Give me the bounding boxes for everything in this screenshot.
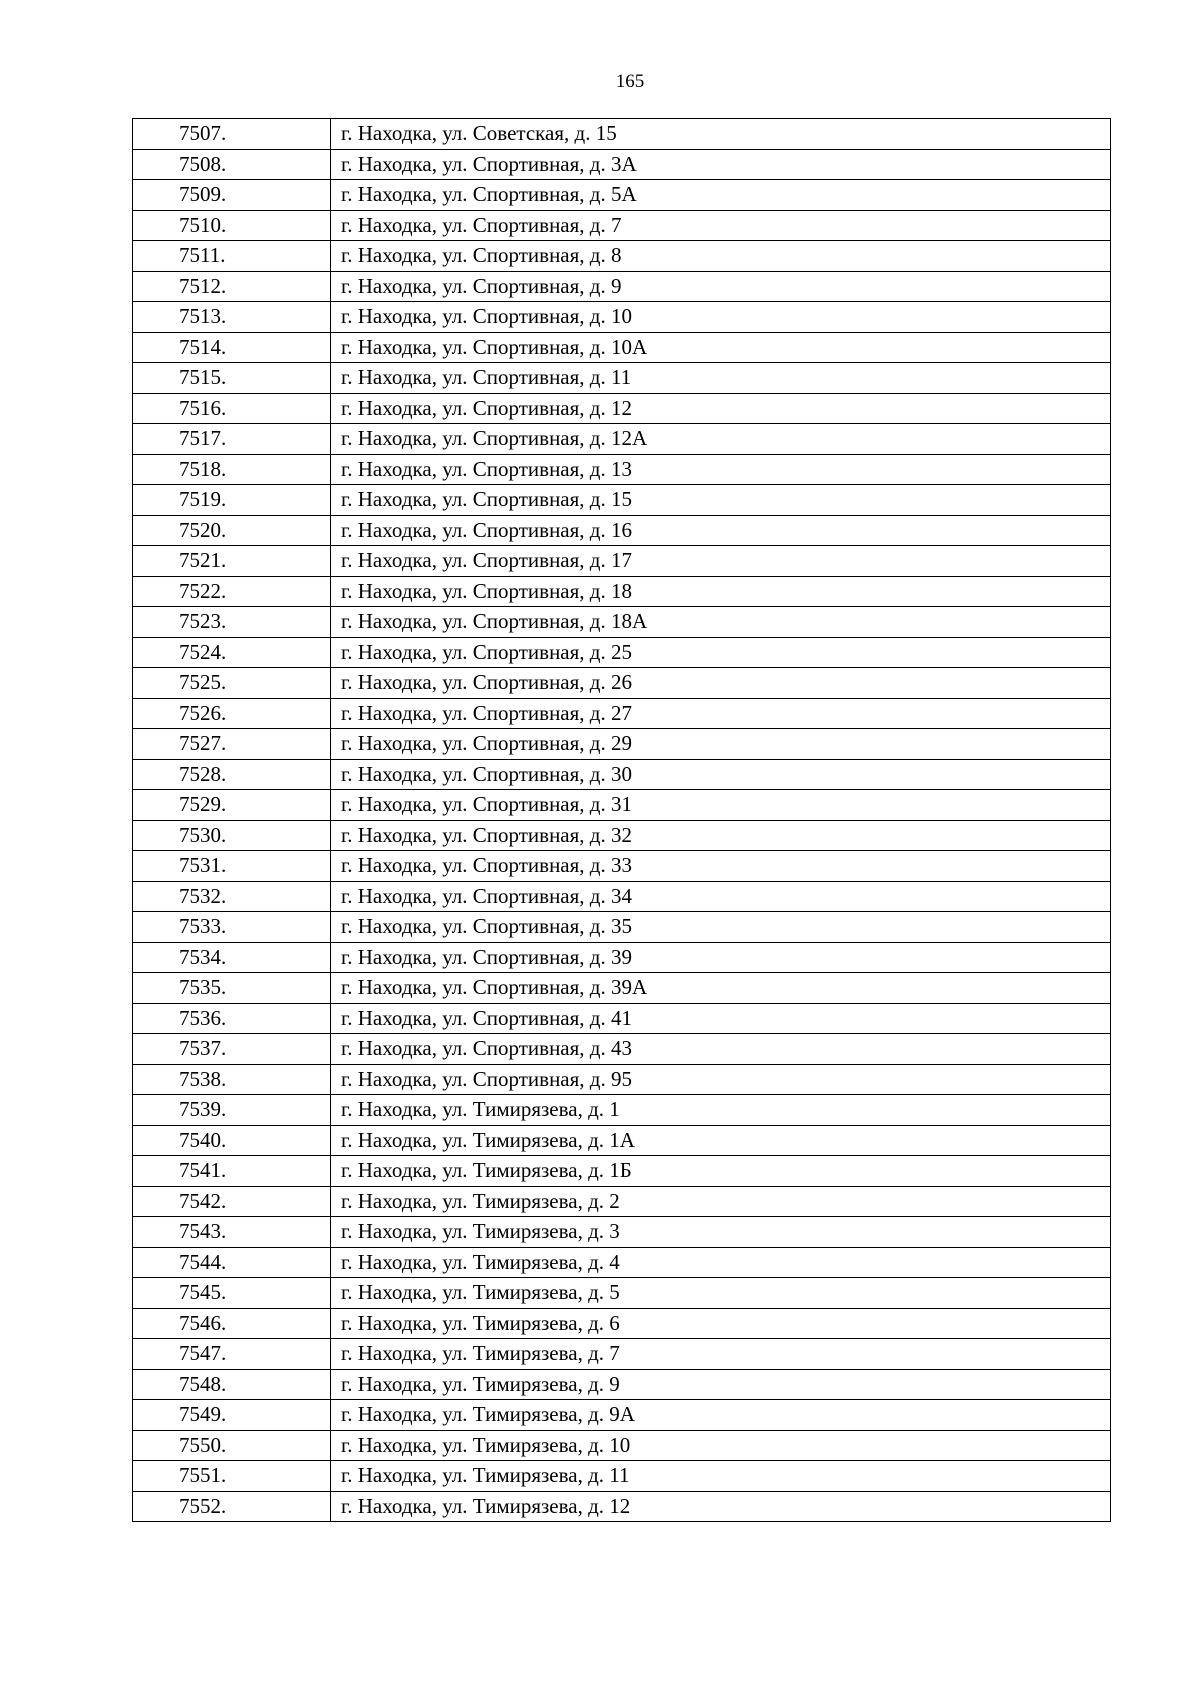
table-row (133, 729, 1111, 760)
row-number-cell: 7540. (133, 1125, 331, 1156)
row-number-cell: 7523. (133, 607, 331, 638)
table-row (133, 1369, 1111, 1400)
address-cell: г. Находка, ул. Спортивная, д. 25 (331, 637, 1111, 668)
row-number-cell: 7541. (133, 1156, 331, 1187)
row-number-cell: 7514. (133, 332, 331, 363)
row-number-cell: 7518. (133, 454, 331, 485)
row-number-cell: 7536. (133, 1003, 331, 1034)
row-number-cell: 7547. (133, 1339, 331, 1370)
address-cell: г. Находка, ул. Спортивная, д. 26 (331, 668, 1111, 699)
row-number-cell: 7532. (133, 881, 331, 912)
row-number-cell: 7509. (133, 180, 331, 211)
address-cell: г. Находка, ул. Тимирязева, д. 1 (331, 1095, 1111, 1126)
table-row (133, 668, 1111, 699)
table-row (133, 942, 1111, 973)
address-cell: г. Находка, ул. Спортивная, д. 27 (331, 698, 1111, 729)
table-row (133, 149, 1111, 180)
row-number-cell: 7542. (133, 1186, 331, 1217)
address-cell: г. Находка, ул. Тимирязева, д. 6 (331, 1308, 1111, 1339)
address-cell: г. Находка, ул. Спортивная, д. 12А (331, 424, 1111, 455)
address-table (132, 118, 1111, 1522)
table-row (133, 119, 1111, 150)
table-row (133, 1400, 1111, 1431)
table-row (133, 1461, 1111, 1492)
address-cell: г. Находка, ул. Спортивная, д. 30 (331, 759, 1111, 790)
table-row (133, 1339, 1111, 1370)
table-row (133, 210, 1111, 241)
address-cell: г. Находка, ул. Спортивная, д. 10 (331, 302, 1111, 333)
row-number-cell: 7529. (133, 790, 331, 821)
table-row (133, 546, 1111, 577)
address-cell: г. Находка, ул. Советская, д. 15 (331, 119, 1111, 150)
address-cell: г. Находка, ул. Спортивная, д. 17 (331, 546, 1111, 577)
row-number-cell: 7552. (133, 1491, 331, 1522)
address-cell: г. Находка, ул. Тимирязева, д. 7 (331, 1339, 1111, 1370)
row-number-cell: 7548. (133, 1369, 331, 1400)
address-cell: г. Находка, ул. Спортивная, д. 39А (331, 973, 1111, 1004)
address-cell: г. Находка, ул. Спортивная, д. 29 (331, 729, 1111, 760)
address-cell: г. Находка, ул. Тимирязева, д. 2 (331, 1186, 1111, 1217)
row-number-cell: 7508. (133, 149, 331, 180)
table-row (133, 393, 1111, 424)
table-row (133, 851, 1111, 882)
address-cell: г. Находка, ул. Тимирязева, д. 11 (331, 1461, 1111, 1492)
row-number-cell: 7533. (133, 912, 331, 943)
row-number-cell: 7546. (133, 1308, 331, 1339)
table-row (133, 332, 1111, 363)
row-number-cell: 7515. (133, 363, 331, 394)
address-cell: г. Находка, ул. Спортивная, д. 35 (331, 912, 1111, 943)
row-number-cell: 7537. (133, 1034, 331, 1065)
table-row (133, 973, 1111, 1004)
address-cell: г. Находка, ул. Спортивная, д. 15 (331, 485, 1111, 516)
address-cell: г. Находка, ул. Спортивная, д. 31 (331, 790, 1111, 821)
row-number-cell: 7510. (133, 210, 331, 241)
row-number-cell: 7522. (133, 576, 331, 607)
address-cell: г. Находка, ул. Тимирязева, д. 9 (331, 1369, 1111, 1400)
address-cell: г. Находка, ул. Спортивная, д. 8 (331, 241, 1111, 272)
row-number-cell: 7535. (133, 973, 331, 1004)
address-cell: г. Находка, ул. Тимирязева, д. 4 (331, 1247, 1111, 1278)
address-cell: г. Находка, ул. Спортивная, д. 33 (331, 851, 1111, 882)
address-cell: г. Находка, ул. Спортивная, д. 18А (331, 607, 1111, 638)
table-row (133, 1064, 1111, 1095)
table-row (133, 637, 1111, 668)
row-number-cell: 7516. (133, 393, 331, 424)
address-cell: г. Находка, ул. Спортивная, д. 18 (331, 576, 1111, 607)
table-row (133, 698, 1111, 729)
table-row (133, 1247, 1111, 1278)
address-cell: г. Находка, ул. Спортивная, д. 9 (331, 271, 1111, 302)
row-number-cell: 7520. (133, 515, 331, 546)
address-cell: г. Находка, ул. Тимирязева, д. 12 (331, 1491, 1111, 1522)
table-row (133, 1491, 1111, 1522)
table-row (133, 1156, 1111, 1187)
table-row (133, 241, 1111, 272)
row-number-cell: 7524. (133, 637, 331, 668)
table-row (133, 820, 1111, 851)
row-number-cell: 7512. (133, 271, 331, 302)
table-row (133, 1034, 1111, 1065)
row-number-cell: 7528. (133, 759, 331, 790)
table-row (133, 1003, 1111, 1034)
address-cell: г. Находка, ул. Тимирязева, д. 1А (331, 1125, 1111, 1156)
row-number-cell: 7521. (133, 546, 331, 577)
row-number-cell: 7550. (133, 1430, 331, 1461)
address-cell: г. Находка, ул. Тимирязева, д. 3 (331, 1217, 1111, 1248)
address-cell: г. Находка, ул. Спортивная, д. 43 (331, 1034, 1111, 1065)
table-row (133, 576, 1111, 607)
row-number-cell: 7545. (133, 1278, 331, 1309)
row-number-cell: 7526. (133, 698, 331, 729)
table-row (133, 1308, 1111, 1339)
table-row (133, 790, 1111, 821)
address-cell: г. Находка, ул. Спортивная, д. 7 (331, 210, 1111, 241)
address-table-body (133, 119, 1111, 1522)
row-number-cell: 7513. (133, 302, 331, 333)
row-number-cell: 7527. (133, 729, 331, 760)
address-cell: г. Находка, ул. Спортивная, д. 16 (331, 515, 1111, 546)
table-row (133, 881, 1111, 912)
address-cell: г. Находка, ул. Спортивная, д. 32 (331, 820, 1111, 851)
table-row (133, 607, 1111, 638)
address-cell: г. Находка, ул. Тимирязева, д. 1Б (331, 1156, 1111, 1187)
table-row (133, 1430, 1111, 1461)
address-cell: г. Находка, ул. Спортивная, д. 11 (331, 363, 1111, 394)
table-row (133, 302, 1111, 333)
table-row (133, 180, 1111, 211)
row-number-cell: 7519. (133, 485, 331, 516)
address-cell: г. Находка, ул. Спортивная, д. 34 (331, 881, 1111, 912)
row-number-cell: 7531. (133, 851, 331, 882)
page-number: 165 (615, 71, 645, 92)
address-cell: г. Находка, ул. Тимирязева, д. 9А (331, 1400, 1111, 1431)
table-row (133, 1217, 1111, 1248)
address-cell: г. Находка, ул. Спортивная, д. 13 (331, 454, 1111, 485)
table-row (133, 1125, 1111, 1156)
address-cell: г. Находка, ул. Спортивная, д. 3А (331, 149, 1111, 180)
row-number-cell: 7525. (133, 668, 331, 699)
table-row (133, 271, 1111, 302)
table-row (133, 1278, 1111, 1309)
table-row (133, 515, 1111, 546)
row-number-cell: 7549. (133, 1400, 331, 1431)
row-number-cell: 7530. (133, 820, 331, 851)
row-number-cell: 7543. (133, 1217, 331, 1248)
table-row (133, 454, 1111, 485)
address-cell: г. Находка, ул. Спортивная, д. 95 (331, 1064, 1111, 1095)
address-cell: г. Находка, ул. Спортивная, д. 41 (331, 1003, 1111, 1034)
table-row (133, 363, 1111, 394)
table-row (133, 485, 1111, 516)
table-row (133, 759, 1111, 790)
address-cell: г. Находка, ул. Тимирязева, д. 5 (331, 1278, 1111, 1309)
table-row (133, 424, 1111, 455)
table-row (133, 1095, 1111, 1126)
table-row (133, 1186, 1111, 1217)
address-cell: г. Находка, ул. Спортивная, д. 12 (331, 393, 1111, 424)
row-number-cell: 7544. (133, 1247, 331, 1278)
row-number-cell: 7511. (133, 241, 331, 272)
address-cell: г. Находка, ул. Спортивная, д. 5А (331, 180, 1111, 211)
row-number-cell: 7539. (133, 1095, 331, 1126)
row-number-cell: 7538. (133, 1064, 331, 1095)
table-row (133, 912, 1111, 943)
address-cell: г. Находка, ул. Спортивная, д. 39 (331, 942, 1111, 973)
row-number-cell: 7534. (133, 942, 331, 973)
row-number-cell: 7551. (133, 1461, 331, 1492)
address-cell: г. Находка, ул. Спортивная, д. 10А (331, 332, 1111, 363)
address-cell: г. Находка, ул. Тимирязева, д. 10 (331, 1430, 1111, 1461)
row-number-cell: 7517. (133, 424, 331, 455)
row-number-cell: 7507. (133, 119, 331, 150)
